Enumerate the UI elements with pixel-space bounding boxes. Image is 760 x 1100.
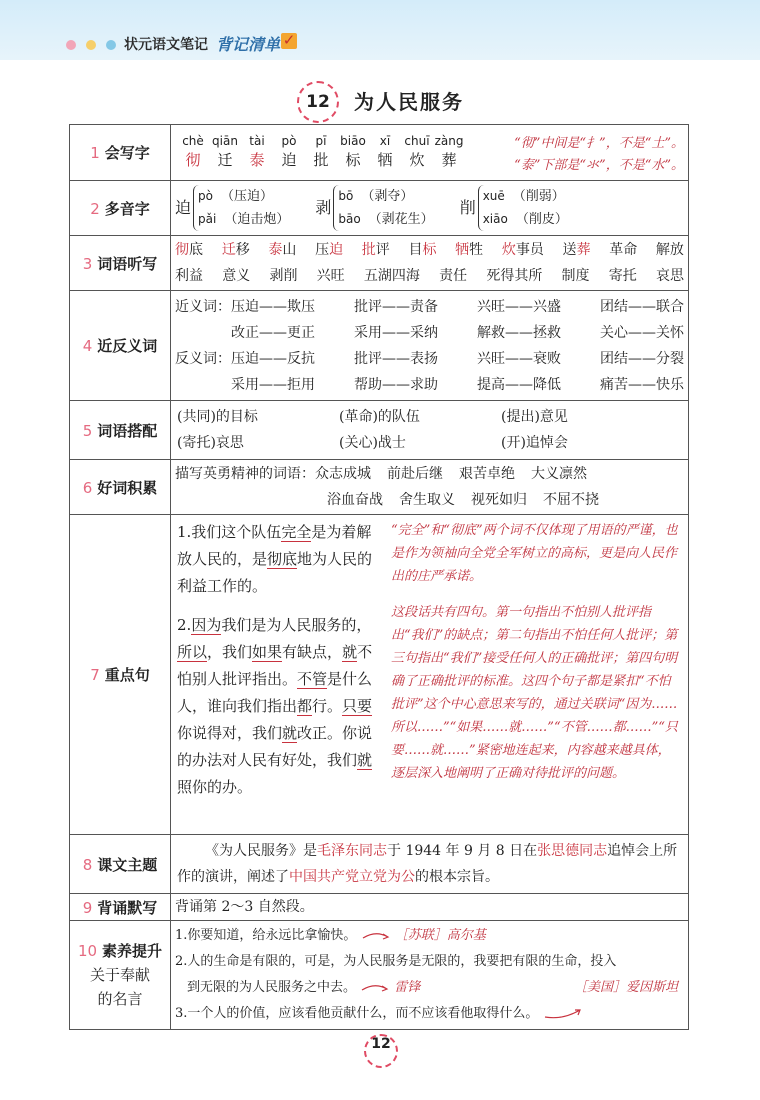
char: 迫 bbox=[329, 242, 344, 258]
dictation-word bbox=[317, 263, 345, 289]
char: 海 bbox=[405, 268, 420, 284]
collocation: (革命)的队伍 bbox=[339, 409, 420, 425]
idiom: 浴血奋战 bbox=[327, 492, 383, 508]
char: 度 bbox=[575, 268, 590, 284]
char: 炊 bbox=[501, 242, 516, 258]
polyphone-readings bbox=[333, 185, 433, 231]
char: 目 bbox=[408, 242, 423, 258]
word-pair: 批评——责备 bbox=[354, 298, 438, 315]
highlighted-word: 就 bbox=[342, 643, 358, 661]
char: 彻 bbox=[175, 242, 189, 258]
word-pair: 提高——降低 bbox=[477, 376, 561, 393]
dictation-word bbox=[175, 263, 203, 289]
dictation-word bbox=[656, 263, 684, 289]
char: 事 bbox=[515, 242, 530, 258]
good-words-intro: 描写英勇精神的词语： bbox=[175, 466, 315, 482]
reading-line bbox=[338, 208, 433, 231]
collocation: (提出)意见 bbox=[501, 409, 568, 425]
idiom: 视死如归 bbox=[471, 492, 527, 508]
word-pair: 关心——关怀 bbox=[600, 324, 684, 341]
word-pair: 痛苦——快乐 bbox=[600, 376, 684, 393]
char-item bbox=[241, 133, 273, 171]
highlighted-word: 都 bbox=[297, 697, 313, 715]
row-writing-chars bbox=[70, 125, 689, 181]
char: 山 bbox=[282, 242, 297, 258]
row-key-sentences: 7 重点句 1.我们这个队伍完全是为着解放人民的，是彻底地为人民的利益工作的。 2.因为我们是为人民服务的，所以，我们如果有缺点，就不怕别人批评指出。不管是什么人，谁向我们指出都行。只要你说得对，我们就改正。你说的办法对人民有好处，我们就照你的办。 “完全”和“彻底”两个词不仅体现了用语的严谨，也是作为领袖向全党全军树立的高标，更是向人民作出的庄严承诺。 这段话共有四句。第一句指出不怕别人批评指出“我们”的缺点；第二句指出不怕任何人批评；第三句指出“我们”接受任何人的正确批评；第四句明确了正确批评的标准。这四个句子都是紧扣“不怕批评”这个中心意思来写的，通过关联词“因为……所以……”“如果……就……”“不管……都……”“只要……就……”紧密地连起来，内容越来越具体，逐层深入地阐明了正确对待批评的问题。 bbox=[70, 515, 689, 835]
book-subtitle: 背记清单 bbox=[216, 35, 281, 54]
char: 解 bbox=[655, 242, 670, 258]
char: 削 bbox=[283, 268, 298, 284]
word-pair: 压迫——欺压 bbox=[231, 298, 315, 315]
pinyin: xuē bbox=[482, 189, 505, 203]
hanzi: 泰 bbox=[249, 151, 265, 169]
highlighted-word: 完全 bbox=[281, 523, 312, 541]
pinyin: bāo bbox=[338, 212, 361, 226]
char-item bbox=[177, 133, 209, 171]
row-synonyms-antonyms: 4 近反义词 近义词： 压迫——欺压 批评——责备 兴旺——兴盛 团结——联合 改正——更正 采用——采纳 解救——拯救 关心——关怀 反义词： 压迫——反抗 批评——表扬 兴旺——衰败 团结——分裂 采用——拒用 帮助——求助 提高——降低 痛苦——快乐 bbox=[70, 291, 689, 401]
example-word: （压迫） bbox=[220, 189, 273, 204]
char: 标 bbox=[422, 242, 437, 258]
quotes-subtitle: 关于奉献的名言 bbox=[89, 966, 150, 1008]
dictation-word bbox=[486, 263, 542, 289]
word-pair: 团结——联合 bbox=[600, 298, 684, 315]
dictation-word bbox=[362, 237, 390, 263]
idiom: 不屈不挠 bbox=[543, 492, 599, 508]
antonym-label: 反义词： bbox=[175, 350, 231, 367]
hanzi: 迫 bbox=[281, 151, 297, 169]
char-item bbox=[337, 133, 369, 171]
collocation: (共同)的目标 bbox=[177, 409, 258, 425]
study-table bbox=[69, 124, 689, 1030]
hanzi: 葬 bbox=[441, 151, 457, 169]
pinyin: biāo bbox=[340, 134, 366, 148]
word-pair: 采用——拒用 bbox=[231, 376, 315, 393]
char-item bbox=[433, 133, 465, 171]
char: 革 bbox=[609, 242, 624, 258]
char: 员 bbox=[529, 242, 544, 258]
char: 责 bbox=[439, 268, 454, 284]
key-sentence-1: 1.我们这个队伍完全是为着解放人民的，是彻底地为人民的利益工作的。 bbox=[177, 523, 373, 595]
polyphone-readings bbox=[478, 185, 568, 231]
recitation-text: 背诵第 2～3 自然段。 bbox=[175, 899, 314, 915]
char: 所 bbox=[528, 268, 543, 284]
top-banner bbox=[0, 0, 760, 60]
highlighted-word: 彻底 bbox=[267, 550, 298, 568]
row-collocations: 5 词语搭配 (共同)的目标 (革命)的队伍 (提出)意见 (寄托)哀思 (关心)战士 (开)追悼会 bbox=[70, 401, 689, 460]
row-quotes: 10 素养提升 关于奉献的名言 1.你要知道，给永远比拿愉快。 ［苏联］高尔基 2.人的生命是有限的，可是，为人民服务是无限的，我要把有限的生命，投入 到无限的为人民服务之中去。 雷锋 ［美国］爱因斯坦 3.一个人的价值，应该看他贡献什么，而不应该看他取得什么。 bbox=[70, 921, 689, 1030]
hanzi: 迁 bbox=[217, 151, 233, 169]
quote-1-author: ［苏联］高尔基 bbox=[394, 928, 486, 943]
pinyin: qiān bbox=[212, 134, 238, 148]
example-word: （迫击炮） bbox=[224, 212, 290, 227]
dictation-word bbox=[455, 237, 483, 263]
polyphone-readings bbox=[193, 185, 289, 231]
highlighted-word: 就 bbox=[282, 724, 298, 742]
dictation-word bbox=[364, 263, 420, 289]
word-pair: 团结——分裂 bbox=[600, 350, 684, 367]
quote-2-author: 雷锋 bbox=[394, 980, 421, 995]
char: 哀 bbox=[655, 268, 670, 284]
good-words bbox=[171, 460, 688, 514]
pinyin: pò bbox=[281, 134, 297, 148]
idiom: 前赴后继 bbox=[387, 466, 443, 482]
dictation-word bbox=[222, 237, 250, 263]
reading-line bbox=[483, 208, 568, 231]
polyphone-group bbox=[460, 185, 568, 231]
key-note-2: 这段话共有四句。第一句指出不怕别人批评指出“我们”的缺点；第二句指出不怕任何人批评；第三句指出“我们”接受任何人的正确批评；第四句明确了正确批评的标准。这四个句子都是紧扣“不怕批评”这个中心意思来写的，通过关联词“因为……所以……”“如果……就……”“不管……都……”“只要……就……”紧密地连起来，内容越来越具体，逐层深入地阐明了正确对待批评的问题。 bbox=[391, 605, 678, 781]
word-pair: 兴旺——兴盛 bbox=[477, 298, 561, 315]
polyphone-group bbox=[315, 185, 433, 231]
dictation-word bbox=[563, 237, 591, 263]
pinyin: chuī bbox=[404, 134, 430, 148]
arrow-icon bbox=[543, 1008, 583, 1020]
quote-2-line2: 到无限的为人民服务之中去。 bbox=[187, 980, 357, 995]
quote-list bbox=[171, 921, 688, 1029]
char: 兴 bbox=[316, 268, 331, 284]
idiom: 大义凛然 bbox=[531, 466, 587, 482]
quote-1: 1.你要知道，给永远比拿愉快。 bbox=[175, 928, 357, 943]
dictation-word bbox=[315, 237, 343, 263]
char: 底 bbox=[189, 242, 203, 258]
char: 葬 bbox=[576, 242, 591, 258]
char: 移 bbox=[235, 242, 250, 258]
hanzi: 牺 bbox=[377, 151, 393, 169]
collocation: (开)追悼会 bbox=[501, 435, 568, 451]
decor-dot bbox=[106, 40, 116, 50]
char: 任 bbox=[453, 268, 468, 284]
char: 其 bbox=[514, 268, 529, 284]
char: 得 bbox=[500, 268, 515, 284]
highlighted-word: 只要 bbox=[342, 697, 373, 715]
char: 寄 bbox=[608, 268, 623, 284]
lesson-title: 为人民服务 bbox=[354, 90, 464, 114]
example-word: （削皮） bbox=[515, 212, 568, 227]
idiom: 舍生取义 bbox=[399, 492, 455, 508]
dictation-word bbox=[222, 263, 250, 289]
arrow-icon bbox=[360, 982, 390, 994]
hanzi: 批 bbox=[313, 151, 329, 169]
reading-line bbox=[338, 185, 433, 208]
pinyin: zàng bbox=[434, 134, 464, 148]
char-item bbox=[209, 133, 241, 171]
word-pair: 解救——拯救 bbox=[477, 324, 561, 341]
key-note-1: “完全”和“彻底”两个词不仅体现了用语的严谨，也是作为领袖向全党全军树立的高标，更是向人民作出的庄严承诺。 bbox=[391, 523, 678, 584]
char: 批 bbox=[361, 242, 376, 258]
char: 利 bbox=[175, 268, 189, 284]
highlighted-word: 就 bbox=[357, 751, 373, 769]
dictation-word bbox=[408, 237, 436, 263]
example-word: （削弱） bbox=[512, 189, 565, 204]
hanzi: 彻 bbox=[185, 151, 201, 169]
row-dictation: 3 词语听写 彻底 迁移 泰山 压迫 批评 目标 牺牲 炊事员 送葬 革命 解放 利益 意义 剥削 兴旺 五湖四海 责任 死得其所 制度 寄托 哀思 bbox=[70, 236, 689, 291]
char-item bbox=[369, 133, 401, 171]
word-pair: 压迫——反抗 bbox=[231, 350, 315, 367]
char: 思 bbox=[669, 268, 684, 284]
idiom: 众志成城 bbox=[315, 466, 371, 482]
dictation-word bbox=[609, 237, 637, 263]
word-pair: 改正——更正 bbox=[231, 324, 315, 341]
dictation-word bbox=[269, 263, 297, 289]
idiom: 艰苦卓绝 bbox=[459, 466, 515, 482]
lesson-number-badge: 12 bbox=[297, 81, 339, 123]
pinyin: pī bbox=[315, 134, 327, 148]
word-pair: 兴旺——衰败 bbox=[477, 350, 561, 367]
pinyin: pò bbox=[198, 189, 213, 203]
dictation-words bbox=[171, 236, 688, 290]
char: 湖 bbox=[377, 268, 392, 284]
pinyin: tài bbox=[249, 134, 265, 148]
example-word: （剥夺） bbox=[361, 189, 414, 204]
word-pair: 批评——表扬 bbox=[354, 350, 438, 367]
synonym-label: 近义词： bbox=[175, 298, 231, 315]
row-polyphones: 2 多音字 迫 pò （压迫） pǎi （迫击炮） 剥 bō （剥夺） bāo （剥花生） 削 xuē （削弱） xiāo （削皮） bbox=[70, 181, 689, 236]
key-sentence-2: 2.因为我们是为人民服务的，所以，我们如果有缺点，就不怕别人批评指出。不管是什么人，谁向我们指出都行。只要你说得对，我们就改正。你说的办法对人民有好处，我们就照你的办。 bbox=[177, 616, 373, 796]
char-item bbox=[305, 133, 337, 171]
char: 意 bbox=[222, 268, 237, 284]
hanzi: 标 bbox=[345, 151, 361, 169]
char: 评 bbox=[375, 242, 390, 258]
dictation-word bbox=[562, 263, 590, 289]
char: 托 bbox=[622, 268, 637, 284]
char: 死 bbox=[486, 268, 501, 284]
polyphone-char: 削 bbox=[459, 198, 476, 217]
dictation-word bbox=[439, 263, 467, 289]
char: 义 bbox=[236, 268, 251, 284]
char: 放 bbox=[669, 242, 684, 258]
char: 命 bbox=[623, 242, 638, 258]
dictation-word bbox=[268, 237, 296, 263]
char: 旺 bbox=[330, 268, 345, 284]
char: 泰 bbox=[268, 242, 283, 258]
char: 剥 bbox=[269, 268, 284, 284]
char: 牺 bbox=[455, 242, 470, 258]
page-number: 12 bbox=[364, 1034, 398, 1068]
char: 迁 bbox=[221, 242, 236, 258]
polyphone-char: 迫 bbox=[175, 198, 192, 217]
checkmark-icon: ✓ bbox=[282, 31, 296, 49]
char-item bbox=[273, 133, 305, 171]
pinyin: chè bbox=[182, 134, 204, 148]
pinyin: xī bbox=[379, 134, 391, 148]
dictation-word bbox=[175, 237, 203, 263]
example-word: （剥花生） bbox=[368, 212, 434, 227]
row-label: 1 会写字 bbox=[70, 125, 171, 181]
theme-text: 《为人民服务》是毛泽东同志于 1944 年 9 月 8 日在张思德同志追悼会上所作的演讲，阐述了中国共产党立党为公的根本宗旨。 bbox=[177, 843, 678, 885]
char: 压 bbox=[315, 242, 330, 258]
pinyin: xiāo bbox=[482, 212, 508, 226]
polyphone-list bbox=[171, 182, 688, 234]
highlighted-word: 所以 bbox=[177, 643, 208, 661]
decor-dot bbox=[86, 40, 96, 50]
highlighted-word: 不管 bbox=[297, 670, 328, 688]
quote-3-author: ［美国］爱因斯坦 bbox=[573, 980, 678, 995]
dictation-word bbox=[609, 263, 637, 289]
arrow-icon bbox=[361, 930, 391, 942]
quote-2-line1: 2.人的生命是有限的，可是，为人民服务是无限的，我要把有限的生命，投入 bbox=[175, 954, 617, 969]
char: 牲 bbox=[469, 242, 484, 258]
decor-dot bbox=[66, 40, 76, 50]
char: 五 bbox=[363, 268, 378, 284]
highlighted-word: 因为 bbox=[191, 616, 222, 634]
reading-line bbox=[198, 208, 289, 231]
row-recitation: 9 背诵默写 背诵第 2～3 自然段。 bbox=[70, 894, 689, 921]
char-item bbox=[401, 133, 433, 171]
reading-line bbox=[483, 185, 568, 208]
collocation-list bbox=[171, 401, 688, 459]
pinyin: bō bbox=[338, 189, 354, 203]
char: 四 bbox=[391, 268, 406, 284]
char: 送 bbox=[562, 242, 577, 258]
hanzi: 炊 bbox=[409, 151, 425, 169]
word-pairs bbox=[171, 293, 688, 399]
row-theme: 8 课文主题 《为人民服务》是毛泽东同志于 1944 年 9 月 8 日在张思德同志追悼会上所作的演讲，阐述了中国共产党立党为公的根本宗旨。 bbox=[70, 835, 689, 894]
collocation: (寄托)哀思 bbox=[177, 435, 244, 451]
collocation: (关心)战士 bbox=[339, 435, 406, 451]
row-good-words: 6 好词积累 描写英勇精神的词语： 众志成城 前赴后继 艰苦卓绝 大义凛然 浴血奋战 舍生取义 视死如归 不屈不挠 bbox=[70, 460, 689, 515]
writing-notes: “彻”中间是“扌”，不是“土”。 “泰”下部是“氺”，不是“水”。 bbox=[514, 136, 684, 173]
dictation-word bbox=[502, 237, 544, 263]
polyphone-group bbox=[175, 185, 289, 231]
char: 制 bbox=[561, 268, 576, 284]
dictation-word bbox=[656, 237, 684, 263]
book-brand: 状元语文笔记 bbox=[124, 37, 208, 53]
reading-line bbox=[198, 185, 289, 208]
word-pair: 帮助——求助 bbox=[354, 376, 438, 393]
word-pair: 采用——采纳 bbox=[354, 324, 438, 341]
polyphone-char: 剥 bbox=[315, 198, 332, 217]
quote-3: 3.一个人的价值，应该看他贡献什么，而不应该看他取得什么。 bbox=[175, 1006, 539, 1021]
highlighted-word: 如果 bbox=[252, 643, 283, 661]
pinyin: pǎi bbox=[198, 212, 217, 226]
char: 益 bbox=[189, 268, 203, 284]
